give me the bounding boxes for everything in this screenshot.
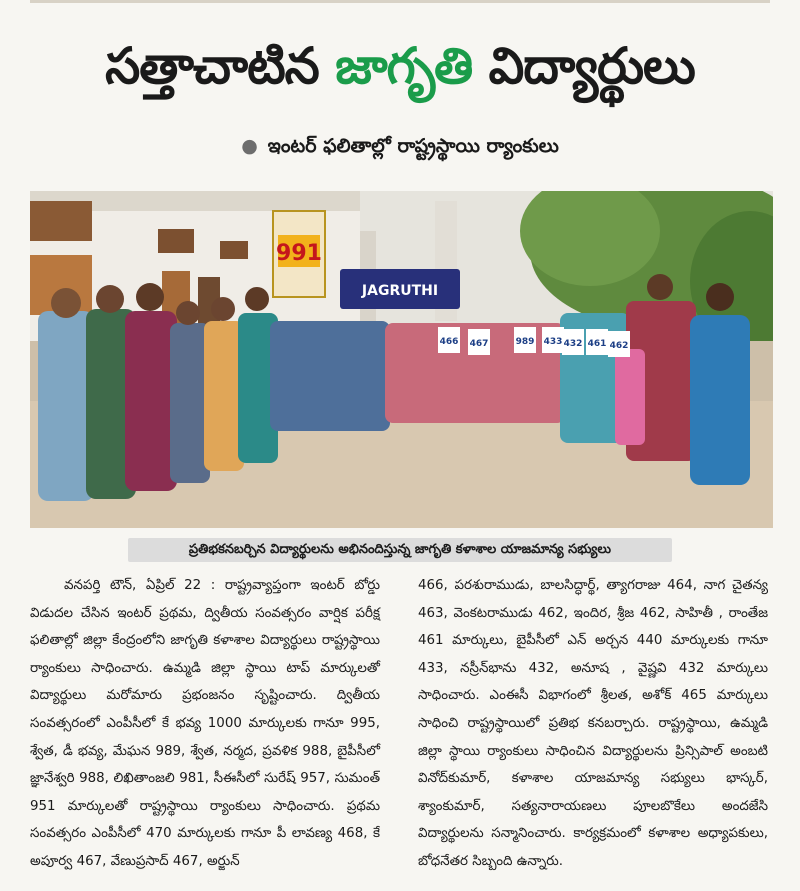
body-column-right — [418, 572, 768, 876]
subheadline — [0, 135, 800, 162]
placard-3: 989 — [515, 337, 535, 347]
photo-caption: ప్రతిభకనబర్చిన విద్యార్థులను అభినందిస్తున్న జాగృతి కళాశాల యాజమాన్య సభ్యులు — [128, 538, 672, 562]
photo-banner-text: JAGRUTHI — [361, 283, 439, 299]
bullet-icon: ● — [241, 135, 258, 157]
body-column-left — [30, 572, 380, 876]
placard-7: 462 — [609, 341, 629, 351]
subheadline-text: ఇంటర్ ఫలితాల్లో రాష్ట్రస్థాయి ర్యాంకులు — [267, 135, 559, 157]
headline-part-1: సత్తాచాటిన — [105, 37, 336, 95]
body-text-left: వనపర్తి టౌన్, ఏప్రిల్ 22 : రాష్ట్రవ్యాప్తంగా ఇంటర్ బోర్డు విడుదల చేసిన ఇంటర్ ప్రథమ, ద్వితీయ సంవత్సరం వార్షిక పరీక్ష ఫలితాల్లో జిల్లా కేంద్రంలోని జాగృతి కళాశాల విద్యార్థులు రాష్ట్రస్థాయి ర్యాంకులు సాధించారు. ఉమ్మడి జిల్లా స్థాయి టాప్ మార్కులతో విద్యార్థులు మరోమారు ప్రభంజనం సృష్టించారు. ద్వితీయ సంవత్సరంలో ఎంపీసీలో కే భవ్య 1000 మార్కులకు గానూ 995, శ్వేత, డీ భవ్య, మేఘన 989, శ్వేత, నర్మద, ప్రవళిక 988, బైపీసీలో జ్ఞానేశ్వరి 988, లిఖితాంజలి 981, సీఈసీలో సురేష్ 957, సుమంత్ 951 మార్కులతో రాష్ట్రస్థాయి ర్యాంకులు సాధించారు. ప్రథమ సంవత్సరం ఎంపీసీలో 470 మార్కులకు గానూ పీ లావణ్య 468, కే అపూర్వ 467, వేణుప్రసాద్ 467, అర్జున్ — [30, 578, 380, 869]
placard-4: 433 — [543, 337, 563, 347]
photo-banner-number: 991 — [276, 241, 322, 266]
top-rule — [30, 0, 770, 3]
headline — [0, 30, 800, 102]
placard-6: 461 — [587, 339, 607, 349]
group-photo — [30, 191, 773, 528]
body-text-right: 466, పరశురాముడు, బాలసిద్ధార్థ్, త్యాగరాజు 464, నాగ చైతన్య 463, వెంకటరాముడు 462, ఇందిర, శ్రీజ 462, సాహితీ , రాంతేజ 461 మార్కులు, బైపీసీలో ఎన్ అర్చన 440 మార్కులకు గానూ 433, నస్రీన్‌భాను 432, అనూష , వైష్ణవి 432 మార్కులు సాధించారు. ఎంఈసీ విభాగంలో శ్రీలత, అశోక్ 465 మార్కులు సాధించి రాష్ట్రస్థాయిలో ప్రతిభ కనబర్చారు. రాష్ట్రస్థాయి, ఉమ్మడి జిల్లా స్థాయి ర్యాంకులు సాధించిన విద్యార్థులను ప్రిన్సిపాల్ అంబటి వినోద్‌కుమార్, కళాశాల యాజమాన్య సభ్యులు భాస్కర్, శ్యాంకుమార్, సత్యనారాయణలు పూలబొకేలు అందజేసి విద్యార్థులను సన్మానించారు. కార్యక్రమంలో కళాశాల అధ్యాపకులు, బోధనేతర సిబ్బంది ఉన్నారు. — [418, 578, 768, 869]
headline-highlight: జాగృతి — [335, 37, 473, 95]
placard-2: 467 — [469, 339, 489, 349]
placard-1: 466 — [439, 337, 459, 347]
placard-5: 432 — [563, 339, 583, 349]
headline-part-3: విద్యార్థులు — [472, 37, 695, 95]
